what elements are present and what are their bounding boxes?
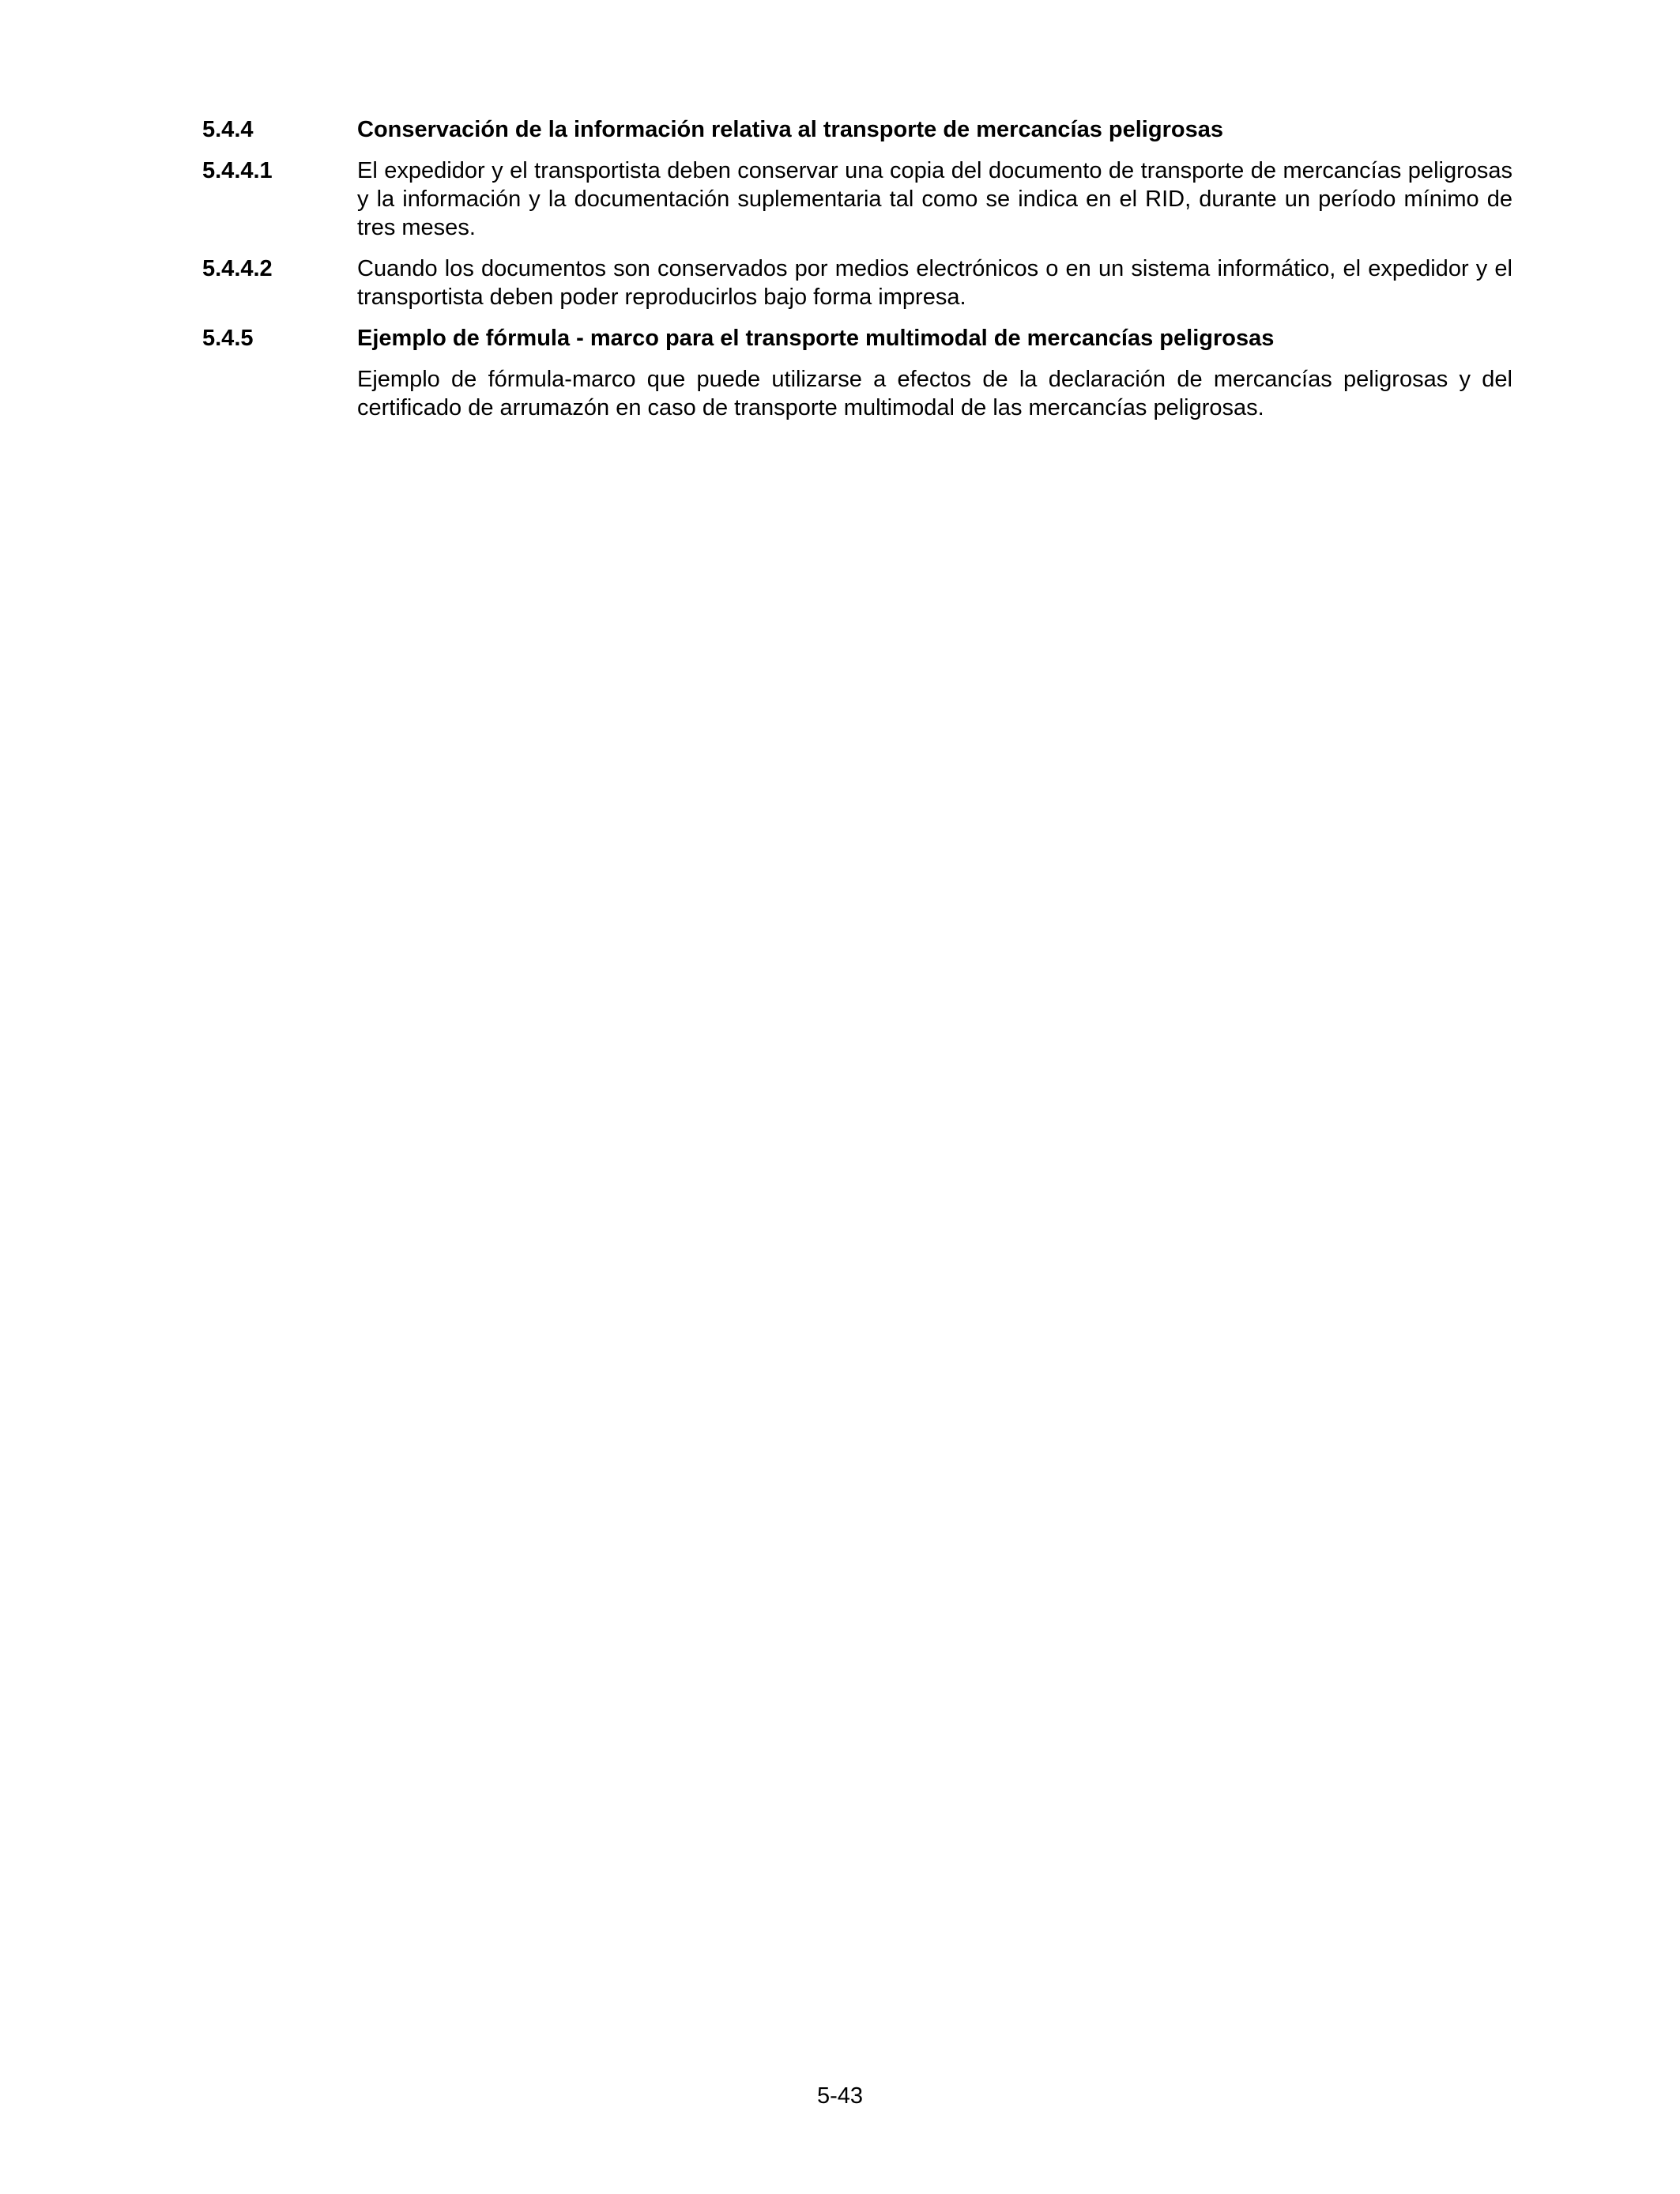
section-paragraph: El expedidor y el transportista deben conservar una copia del documento de transporte de mercancías peligrosas y la información y la documentación suplementaria tal como se indica en el RID, durante un período mínimo de tres meses. — [357, 158, 1512, 240]
section-5-4-4-2 — [202, 254, 1512, 311]
section-paragraph: Ejemplo de fórmula-marco que puede utilizarse a efectos de la declaración de mercancías peligrosas y del certificado de arrumazón en caso de transporte multimodal de las mercancías peligrosas. — [357, 367, 1512, 420]
section-heading: Conservación de la información relativa al transporte de mercancías peligrosas — [357, 117, 1223, 142]
section-5-4-4-1 — [202, 156, 1512, 242]
document-body — [202, 115, 1512, 435]
section-number: 5.4.4.2 — [202, 256, 273, 281]
section-number: 5.4.4 — [202, 117, 254, 142]
section-heading: Ejemplo de fórmula - marco para el transporte multimodal de mercancías peligrosas — [357, 326, 1275, 351]
section-5-4-5-paragraph — [202, 365, 1512, 422]
page-number: 5-43 — [816, 2083, 864, 2109]
section-5-4-4 — [202, 115, 1512, 144]
section-number: 5.4.4.1 — [202, 158, 273, 183]
section-paragraph: Cuando los documentos son conservados por medios electrónicos o en un sistema informático, el expedidor y el transportista deben poder reproducirlos bajo forma impresa. — [357, 256, 1512, 310]
section-number: 5.4.5 — [202, 326, 254, 351]
section-5-4-5 — [202, 324, 1512, 352]
